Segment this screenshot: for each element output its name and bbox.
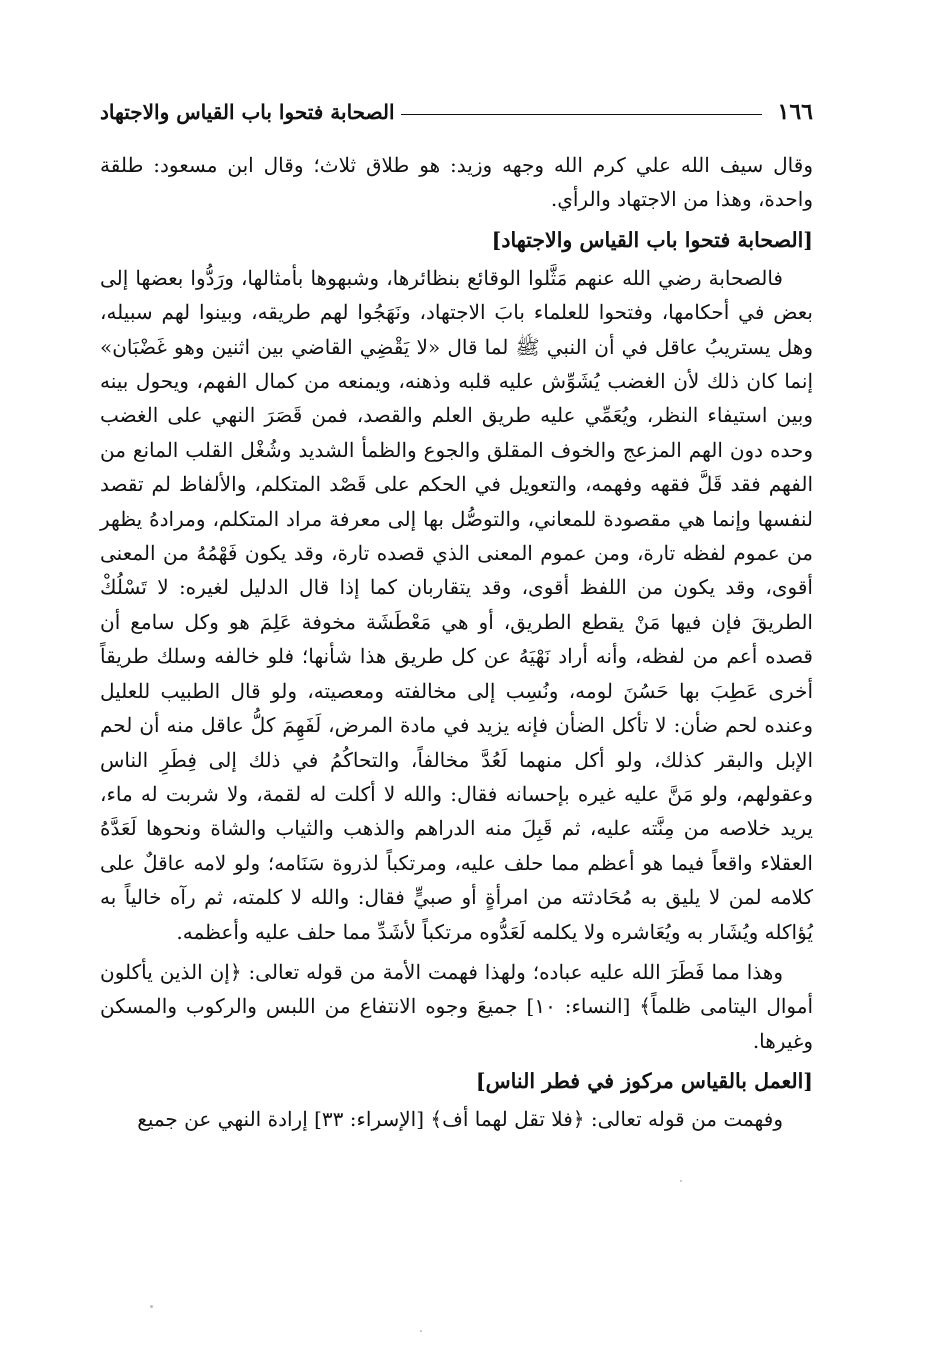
- paragraph-continued: وفهمت من قوله تعالى: ﴿فلا تقل لهما أف﴾ [الإسراء: ٣٣] إرادة النهي عن جميع: [137, 1107, 783, 1132]
- section-heading-ijtihad: [الصحابة فتحوا باب القياس والاجتهاد]: [491, 227, 813, 252]
- page-number: ١٦٦: [777, 99, 813, 125]
- header-rule: [401, 114, 762, 115]
- paragraph-fitra: وهذا مما فَطَرَ الله عليه عباده؛ ولهذا فهمت الأمة من قوله تعالى: ﴿إن الذين يأكلون أموال اليتامى ظلماً﴾ [النساء: ١٠] جميعَ وجوه الانتفاع من اللبس والركوب والمسكن وغيرها.: [100, 959, 814, 1053]
- running-title: الصحابة فتحوا باب القياس والاجتهاد: [100, 100, 395, 124]
- page-body: [100, 148, 813, 1137]
- main-paragraph: فالصحابة رضي الله عنهم مَثَّلوا الوقائع بنظائرها، وشبهوها بأمثالها، ورَدُّوا بعضها إلى بعض في أحكامها، وفتحوا للعلماء بابَ الاجتهاد، ونَهَجُوا لهم طريقه، وبينوا لهم سبيله، وهل يستريبُ عاقل في أن النبي ﷺ لما قال «لا يَقْضِي القاضي بين اثنين وهو غَضْبَان» إنما كان ذلك لأن الغضب يُشَوِّش عليه قلبه وذهنه، ويمنعه من كمال الفهم، ويحول بينه وبين استيفاء النظر، ويُعَمِّي عليه طريق العلم والقصد، فمن قَصَرَ النهي على الغضب وحده دون الهم المزعج والخوف المقلق والجوع والظمأ الشديد وشُغْل القلب المانع من الفهم فقد قَلَّ فقهه وفهمه، والتعويل في الحكم على قَصْد المتكلم، والألفاظ لم تقصد لنفسها وإنما هي مقصودة للمعاني، والتوصُّل بها إلى معرفة مراد المتكلم، ومرادهُ يظهر من عموم لفظه تارة، ومن عموم المعنى الذي قصده تارة، وقد يكون فَهْمُهُ من المعنى أقوى، وقد يكون من اللفظ أقوى، وقد يتقاربان كما إذا قال الدليل لغيره: لا تَسْلُكْ الطريقَ فإن فيها مَنْ يقطع الطريق، أو هي مَعْطَشَة مخوفة عَلِمَ هو وكل سامع أن قصده أعم من لفظه، وأنه أراد نَهْيَهُ عن كل طريق هذا شأنها؛ فلو خالفه وسلك طريقاً أخرى عَطِبَ بها حَسُنَ لومه، ونُسِب إلى مخالفته ومعصيته، ولو قال الطبيب للعليل وعنده لحم ضأن: لا تأكل الضأن فإنه يزيد في مادة المرض، لَفَهِمَ كلُّ عاقل منه أن لحم الإبل والبقر كذلك، ولو أكل منهما لَعُدَّ مخالفاً، والتحاكُمُ في ذلك إلى فِطَرِ الناس وعقولهم، ولو مَنَّ عليه غيره بإحسانه فقال: والله لا أكلت له لقمة، ولا شربت له ماء، يريد خلاصه من مِنَّته عليه، ثم قَبِلَ منه الدراهم والذهب والثياب والشاة ونحوها لَعَدَّهُ العقلاء واقعاً فيما هو أعظم مما حلف عليه، ومرتكباً لذروة سَنَامه؛ ولو لامه عاقلٌ على كلامه لمن لا يليق به مُحَادثته من امرأةٍ أو صبيٍّ فقال: والله لا كلمته، ثم رآه خالياً به يُؤاكله ويُشَار به ويُعَاشره ولا يكلمه لَعَدُّوه مرتكباً لأشَدِّ مما حلف عليه وأعظمه.: [100, 265, 814, 944]
- scan-speck: [680, 1180, 682, 1182]
- intro-paragraph: وقال سيف الله علي كرم الله وجهه وزيد: هو طلاق ثلاث؛ وقال ابن مسعود: طلقة واحدة، وهذا من الاجتهاد والرأي.: [100, 153, 813, 212]
- scan-speck: [150, 1305, 153, 1308]
- section-heading-qiyas: [العمل بالقياس مركوز في فطر الناس]: [475, 1069, 813, 1094]
- scan-speck: [420, 1330, 422, 1332]
- running-header: [100, 92, 813, 132]
